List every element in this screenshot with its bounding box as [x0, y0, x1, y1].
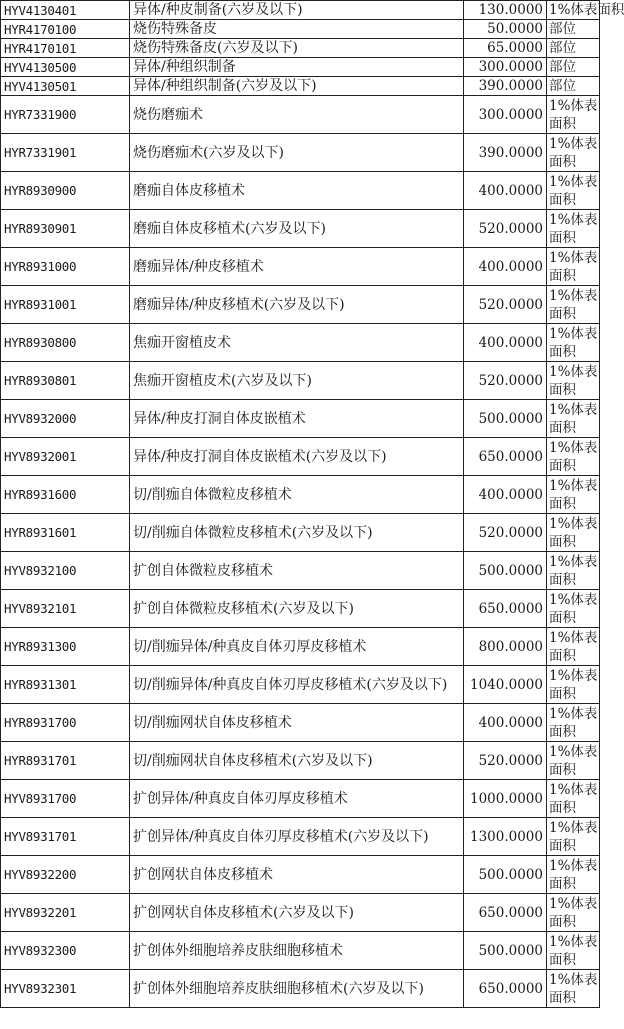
item-code-cell: HYR8931300	[1, 628, 130, 666]
table-row	[1, 970, 600, 1008]
item-name-cell: 切/削痂自体微粒皮移植术	[130, 476, 464, 514]
item-code-cell: HYR7331900	[1, 96, 130, 134]
item-price-cell: 1040.0000	[464, 666, 547, 704]
item-code-cell: HYR8931601	[1, 514, 130, 552]
item-unit-cell: 1%体表面积	[547, 362, 600, 400]
item-name-cell: 异体/种组织制备(六岁及以下)	[130, 77, 464, 96]
table-row	[1, 248, 600, 286]
item-name-cell: 磨痂自体皮移植术	[130, 172, 464, 210]
item-price-cell: 650.0000	[464, 894, 547, 932]
item-price-cell: 65.0000	[464, 39, 547, 58]
item-price-cell: 520.0000	[464, 210, 547, 248]
item-unit-cell: 部位	[547, 77, 600, 96]
table-row	[1, 58, 600, 77]
item-code-cell: HYV8931701	[1, 818, 130, 856]
table-row	[1, 210, 600, 248]
item-price-cell: 650.0000	[464, 970, 547, 1008]
item-name-cell: 切/削痂网状自体皮移植术(六岁及以下)	[130, 742, 464, 780]
item-unit-cell: 1%体表面积	[547, 552, 600, 590]
item-name-cell: 异体/种皮打洞自体皮嵌植术(六岁及以下)	[130, 438, 464, 476]
item-unit-cell: 1%体表面积	[547, 628, 600, 666]
item-name-cell: 扩创自体微粒皮移植术	[130, 552, 464, 590]
table-row	[1, 856, 600, 894]
item-name-cell: 异体/种组织制备	[130, 58, 464, 77]
table-row	[1, 704, 600, 742]
item-name-cell: 扩创自体微粒皮移植术(六岁及以下)	[130, 590, 464, 628]
table-row	[1, 324, 600, 362]
item-code-cell: HYR8931301	[1, 666, 130, 704]
item-price-cell: 1300.0000	[464, 818, 547, 856]
table-row	[1, 780, 600, 818]
item-price-cell: 500.0000	[464, 856, 547, 894]
table-row	[1, 286, 600, 324]
item-unit-cell: 1%体表面积	[547, 476, 600, 514]
item-price-cell: 130.0000	[464, 1, 547, 20]
table-row	[1, 666, 600, 704]
table-row	[1, 438, 600, 476]
item-unit-cell: 1%体表面积	[547, 400, 600, 438]
item-code-cell: HYR8931000	[1, 248, 130, 286]
item-name-cell: 烧伤磨痂术(六岁及以下)	[130, 134, 464, 172]
item-unit-cell: 部位	[547, 39, 600, 58]
item-code-cell: HYV8932101	[1, 590, 130, 628]
table-row	[1, 134, 600, 172]
item-price-cell: 500.0000	[464, 400, 547, 438]
table-body	[1, 1, 624, 1008]
item-unit-cell: 1%体表面积	[547, 514, 600, 552]
item-name-cell: 磨痂自体皮移植术(六岁及以下)	[130, 210, 464, 248]
item-name-cell: 烧伤特殊备皮	[130, 20, 464, 39]
item-code-cell: HYR8930801	[1, 362, 130, 400]
item-code-cell: HYV4130500	[1, 58, 130, 77]
item-name-cell: 切/削痂异体/种真皮自体刃厚皮移植术(六岁及以下)	[130, 666, 464, 704]
table-row	[1, 362, 600, 400]
item-price-cell: 400.0000	[464, 476, 547, 514]
item-code-cell: HYV4130401	[1, 1, 130, 20]
item-price-cell: 650.0000	[464, 438, 547, 476]
item-unit-cell: 部位	[547, 20, 600, 39]
item-price-cell: 400.0000	[464, 172, 547, 210]
item-unit-cell: 1%体表面积	[547, 704, 600, 742]
item-name-cell: 扩创异体/种真皮自体刃厚皮移植术(六岁及以下)	[130, 818, 464, 856]
item-unit-cell: 1%体表面积	[547, 590, 600, 628]
item-unit-cell: 1%体表面积	[547, 172, 600, 210]
item-price-cell: 520.0000	[464, 514, 547, 552]
item-code-cell: HYR8930800	[1, 324, 130, 362]
item-name-cell: 磨痂异体/种皮移植术	[130, 248, 464, 286]
item-price-cell: 520.0000	[464, 742, 547, 780]
item-code-cell: HYV8932300	[1, 932, 130, 970]
item-name-cell: 扩创异体/种真皮自体刃厚皮移植术	[130, 780, 464, 818]
item-code-cell: HYR8931600	[1, 476, 130, 514]
item-price-cell: 650.0000	[464, 590, 547, 628]
item-price-cell: 390.0000	[464, 134, 547, 172]
item-price-cell: 300.0000	[464, 58, 547, 77]
item-code-cell: HYR8931701	[1, 742, 130, 780]
item-code-cell: HYV8932100	[1, 552, 130, 590]
item-price-cell: 300.0000	[464, 96, 547, 134]
table-row	[1, 172, 600, 210]
item-price-cell: 520.0000	[464, 286, 547, 324]
item-code-cell: HYR8931001	[1, 286, 130, 324]
table-row	[1, 1, 600, 20]
item-price-cell: 800.0000	[464, 628, 547, 666]
item-code-cell: HYR8930900	[1, 172, 130, 210]
table-row	[1, 818, 600, 856]
item-unit-cell: 1%体表面积	[547, 818, 600, 856]
item-name-cell: 异体/种皮制备(六岁及以下)	[130, 1, 464, 20]
item-name-cell: 扩创网状自体皮移植术	[130, 856, 464, 894]
table-row	[1, 96, 600, 134]
item-name-cell: 切/削痂异体/种真皮自体刃厚皮移植术	[130, 628, 464, 666]
item-code-cell: HYV8932000	[1, 400, 130, 438]
item-unit-cell: 1%体表面积	[547, 742, 600, 780]
item-code-cell: HYV8932301	[1, 970, 130, 1008]
table-row	[1, 514, 600, 552]
item-price-cell: 500.0000	[464, 552, 547, 590]
item-code-cell: HYR7331901	[1, 134, 130, 172]
item-code-cell: HYV4130501	[1, 77, 130, 96]
item-code-cell: HYV8932001	[1, 438, 130, 476]
item-code-cell: HYR8931700	[1, 704, 130, 742]
item-code-cell: HYV8932201	[1, 894, 130, 932]
item-unit-cell: 部位	[547, 58, 600, 77]
item-name-cell: 焦痂开窗植皮术	[130, 324, 464, 362]
item-name-cell: 异体/种皮打洞自体皮嵌植术	[130, 400, 464, 438]
item-code-cell: HYR4170101	[1, 39, 130, 58]
table-row	[1, 590, 600, 628]
table-row	[1, 552, 600, 590]
item-unit-cell: 1%体表面积	[547, 932, 600, 970]
item-name-cell: 烧伤特殊备皮(六岁及以下)	[130, 39, 464, 58]
table-row	[1, 894, 600, 932]
item-price-cell: 400.0000	[464, 248, 547, 286]
table-row	[1, 476, 600, 514]
item-unit-cell: 1%体表面积	[547, 856, 600, 894]
item-unit-cell: 1%体表面积	[547, 134, 600, 172]
item-unit-cell: 1%体表面积	[547, 286, 600, 324]
item-price-cell: 400.0000	[464, 704, 547, 742]
item-name-cell: 扩创体外细胞培养皮肤细胞移植术	[130, 932, 464, 970]
table-row	[1, 742, 600, 780]
item-unit-cell: 1%体表面积	[547, 894, 600, 932]
item-code-cell: HYR8930901	[1, 210, 130, 248]
item-name-cell: 磨痂异体/种皮移植术(六岁及以下)	[130, 286, 464, 324]
item-unit-cell: 1%体表面积	[547, 1, 600, 20]
item-price-cell: 50.0000	[464, 20, 547, 39]
item-price-cell: 1000.0000	[464, 780, 547, 818]
item-name-cell: 切/削痂自体微粒皮移植术(六岁及以下)	[130, 514, 464, 552]
table-row	[1, 400, 600, 438]
item-price-cell: 520.0000	[464, 362, 547, 400]
item-name-cell: 焦痂开窗植皮术(六岁及以下)	[130, 362, 464, 400]
item-unit-cell: 1%体表面积	[547, 970, 600, 1008]
item-name-cell: 扩创网状自体皮移植术(六岁及以下)	[130, 894, 464, 932]
table-row	[1, 77, 600, 96]
item-code-cell: HYR4170100	[1, 20, 130, 39]
item-price-cell: 390.0000	[464, 77, 547, 96]
item-unit-cell: 1%体表面积	[547, 210, 600, 248]
item-unit-cell: 1%体表面积	[547, 438, 600, 476]
table-row	[1, 39, 600, 58]
item-price-cell: 500.0000	[464, 932, 547, 970]
item-unit-cell: 1%体表面积	[547, 96, 600, 134]
item-name-cell: 切/削痂网状自体皮移植术	[130, 704, 464, 742]
table-row	[1, 20, 600, 39]
item-unit-cell: 1%体表面积	[547, 324, 600, 362]
item-price-cell: 400.0000	[464, 324, 547, 362]
table-row	[1, 932, 600, 970]
item-name-cell: 烧伤磨痂术	[130, 96, 464, 134]
table-row	[1, 628, 600, 666]
item-unit-cell: 1%体表面积	[547, 780, 600, 818]
item-name-cell: 扩创体外细胞培养皮肤细胞移植术(六岁及以下)	[130, 970, 464, 1008]
item-code-cell: HYV8932200	[1, 856, 130, 894]
item-unit-cell: 1%体表面积	[547, 666, 600, 704]
item-code-cell: HYV8931700	[1, 780, 130, 818]
item-unit-cell: 1%体表面积	[547, 248, 600, 286]
